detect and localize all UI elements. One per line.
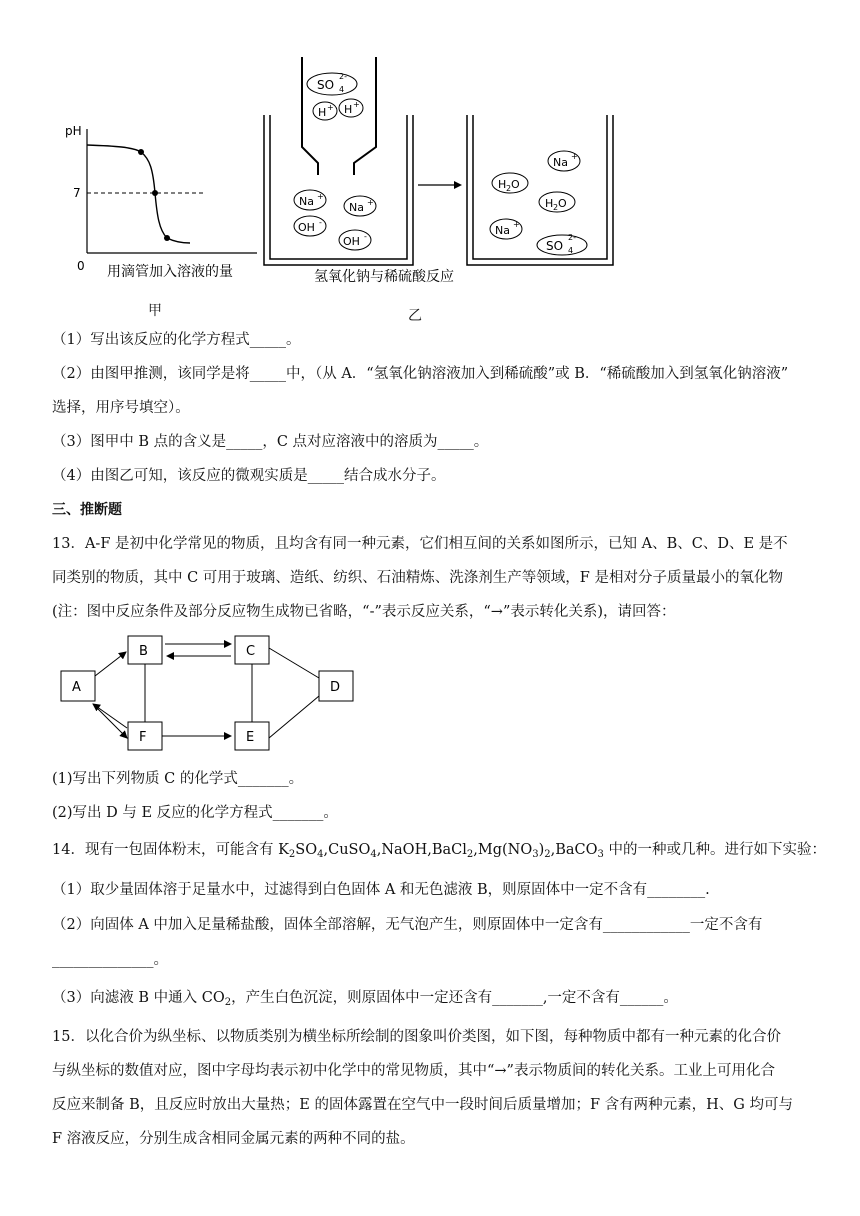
svg-text:2: 2	[506, 184, 512, 193]
ph-curve-chart	[55, 115, 265, 290]
svg-text:+: +	[571, 152, 578, 161]
beaker-label: 氢氧化钠与稀硫酸反应	[314, 269, 454, 285]
node-c	[235, 636, 269, 664]
svg-text:-: -	[319, 218, 322, 227]
ion-h-dropper-2	[339, 99, 363, 117]
svg-text:Na: Na	[349, 201, 364, 214]
q13-relation-diagram	[55, 634, 375, 754]
x-axis-label: 用滴管加入溶液的量	[107, 264, 233, 280]
svg-text:+: +	[367, 198, 374, 207]
node-b	[128, 636, 162, 664]
node-f	[128, 722, 162, 750]
q15-stem-line1: 15．以化合价为纵坐标、以物质类别为横坐标所绘制的图象叫价类图，如下图，每种物质中都有一种元素的化合价	[52, 1029, 781, 1045]
svg-text:SO: SO	[317, 78, 335, 92]
q14-part2-line1: （2）向固体 A 中加入足量稀盐酸，固体全部溶解，无气泡产生，则原固体中一定含有____________一定不含有	[52, 917, 763, 933]
q13-relation-svg	[55, 634, 375, 754]
q14-stem-post: 中的一种或几种。进行如下实验：	[603, 842, 827, 858]
q14-stem-pre: 14．现有一包固体粉末，可能含有	[52, 842, 279, 858]
svg-text:H: H	[318, 106, 327, 119]
q14-part1: （1）取少量固体溶于足量水中，过滤得到白色固体 A 和无色滤液 B，则原固体中一定不含有________.	[52, 882, 710, 898]
svg-text:4: 4	[339, 85, 345, 94]
co2-formula: $CO_2$	[201, 990, 232, 1008]
q13-stem-line1: 13．A-F 是初中化学常见的物质，且均含有同一种元素，它们相互间的关系如图所示，已知 A、B、C、D、E 是不	[52, 536, 788, 552]
ion-na-right-1	[548, 151, 580, 171]
svg-text:+: +	[317, 192, 324, 201]
q15-stem-line3: 反应来制备 B，且反应时放出大量热；E 的固体露置在空气中一段时间后质量增加；F 含有两种元素，H、G 均可与	[52, 1097, 793, 1113]
point-b	[152, 190, 158, 196]
svg-text:SO: SO	[546, 239, 564, 253]
q12-part2-line2: 选择，用序号填空）。	[52, 400, 190, 416]
svg-text:A: A	[72, 680, 81, 695]
svg-text:H: H	[498, 178, 507, 191]
ion-na-right-2	[490, 219, 522, 239]
q13-stem-line2: 同类别的物质，其中 C 可用于玻璃、造纸、纺织、石油精炼、洗涤剂生产等领域，F 是相对分子质量最小的氧化物	[52, 570, 783, 586]
q14-part3-pre: （3）向滤液 B 中通入	[52, 990, 202, 1006]
ion-na-left-1	[294, 190, 326, 210]
svg-text:H: H	[545, 197, 554, 210]
q13-part2: (2)写出 D 与 E 反应的化学方程式_______。	[52, 805, 338, 821]
svg-text:2: 2	[553, 203, 559, 212]
edge-c-d	[269, 648, 319, 678]
figure-yi-caption: 乙	[408, 308, 422, 324]
q14-formula-list: $K_2SO_4,CuSO_4,NaOH,BaCl_2,Mg(NO_3)_2,BaCO_3$	[278, 842, 604, 860]
svg-text:Na: Na	[553, 156, 568, 169]
figure-jia	[55, 115, 265, 290]
point-a	[138, 149, 144, 155]
ph-curve	[87, 145, 190, 243]
arrow-head	[454, 181, 462, 189]
left-beaker-outer	[264, 115, 413, 265]
svg-text:E: E	[246, 730, 255, 745]
q12-part4: （4）由图乙可知，该反应的微观实质是_____结合成水分子。	[52, 468, 446, 484]
svg-text:C: C	[246, 644, 256, 659]
figure-yi	[258, 55, 618, 295]
svg-text:+: +	[513, 220, 520, 229]
molecule-h2o-right-2	[539, 192, 575, 212]
tick-7-label: 7	[73, 186, 81, 200]
section-heading-inference: 三、推断题	[52, 502, 122, 518]
ion-so4-right	[537, 233, 587, 255]
q15-stem-line4: F 溶液反应，分别生成含相同金属元素的两种不同的盐。	[52, 1131, 415, 1147]
svg-text:OH: OH	[343, 235, 360, 248]
svg-text:+: +	[353, 100, 360, 109]
edge-a-to-f	[95, 706, 127, 738]
q14-stem	[52, 840, 826, 865]
node-d	[319, 671, 353, 701]
left-beaker-inner	[270, 115, 407, 259]
svg-text:D: D	[330, 680, 341, 695]
q15-stem-line2: 与纵坐标的数值对应，图中字母均表示初中化学中的常见物质，其中“→”表示物质间的转化关系。工业上可用化合	[52, 1063, 775, 1079]
ion-na-left-2	[344, 196, 376, 216]
q14-part2-line2: ______________。	[52, 952, 168, 968]
svg-text:O: O	[558, 197, 567, 210]
q13-stem-line3: (注：图中反应条件及部分反应物生成物已省略，“-”表示反应关系，“→”表示转化关系)，请回答：	[52, 604, 676, 620]
svg-text:2-: 2-	[339, 72, 347, 81]
q12-part1: （1）写出该反应的化学方程式_____。	[52, 332, 301, 348]
q12-part2-line1: （2）由图甲推测，该同学是将_____中，（从 A．“氢氧化钠溶液加入到稀硫酸”或 B．“稀硫酸加入到氢氧化钠溶液”	[52, 366, 789, 382]
figure-jia-caption: 甲	[148, 303, 162, 319]
edge-e-d	[269, 696, 319, 738]
svg-text:OH: OH	[298, 221, 315, 234]
ion-oh-left-2	[339, 230, 371, 250]
svg-text:H: H	[344, 103, 353, 116]
q13-part1: (1)写出下列物质 C 的化学式_______。	[52, 771, 304, 787]
ph-axis-label: pH	[65, 124, 82, 138]
svg-text:F: F	[139, 730, 147, 745]
ion-oh-left-1	[294, 216, 326, 236]
node-e	[235, 722, 269, 750]
ion-so4-dropper	[307, 72, 357, 95]
svg-text:Na: Na	[495, 224, 510, 237]
svg-text:O: O	[511, 178, 520, 191]
edge-a-to-b	[95, 652, 126, 676]
beaker-diagram	[258, 55, 618, 295]
q14-part3	[52, 988, 678, 1013]
svg-text:+: +	[327, 103, 334, 112]
molecule-h2o-right-1	[492, 173, 528, 193]
point-c	[164, 235, 170, 241]
origin-label: 0	[77, 259, 85, 273]
node-a	[61, 671, 95, 701]
svg-text:B: B	[139, 644, 148, 659]
edge-f-to-a	[93, 704, 127, 728]
ion-h-dropper-1	[313, 102, 337, 120]
svg-text:-: -	[364, 232, 367, 241]
svg-text:4: 4	[568, 246, 574, 255]
svg-text:Na: Na	[299, 195, 314, 208]
svg-text:2-: 2-	[568, 233, 576, 242]
q12-part3: （3）图甲中 B 点的含义是_____，C 点对应溶液中的溶质为_____。	[52, 434, 489, 450]
q14-part3-post: ，产生白色沉淀，则原固体中一定还含有_______,一定不含有______。	[231, 990, 678, 1006]
